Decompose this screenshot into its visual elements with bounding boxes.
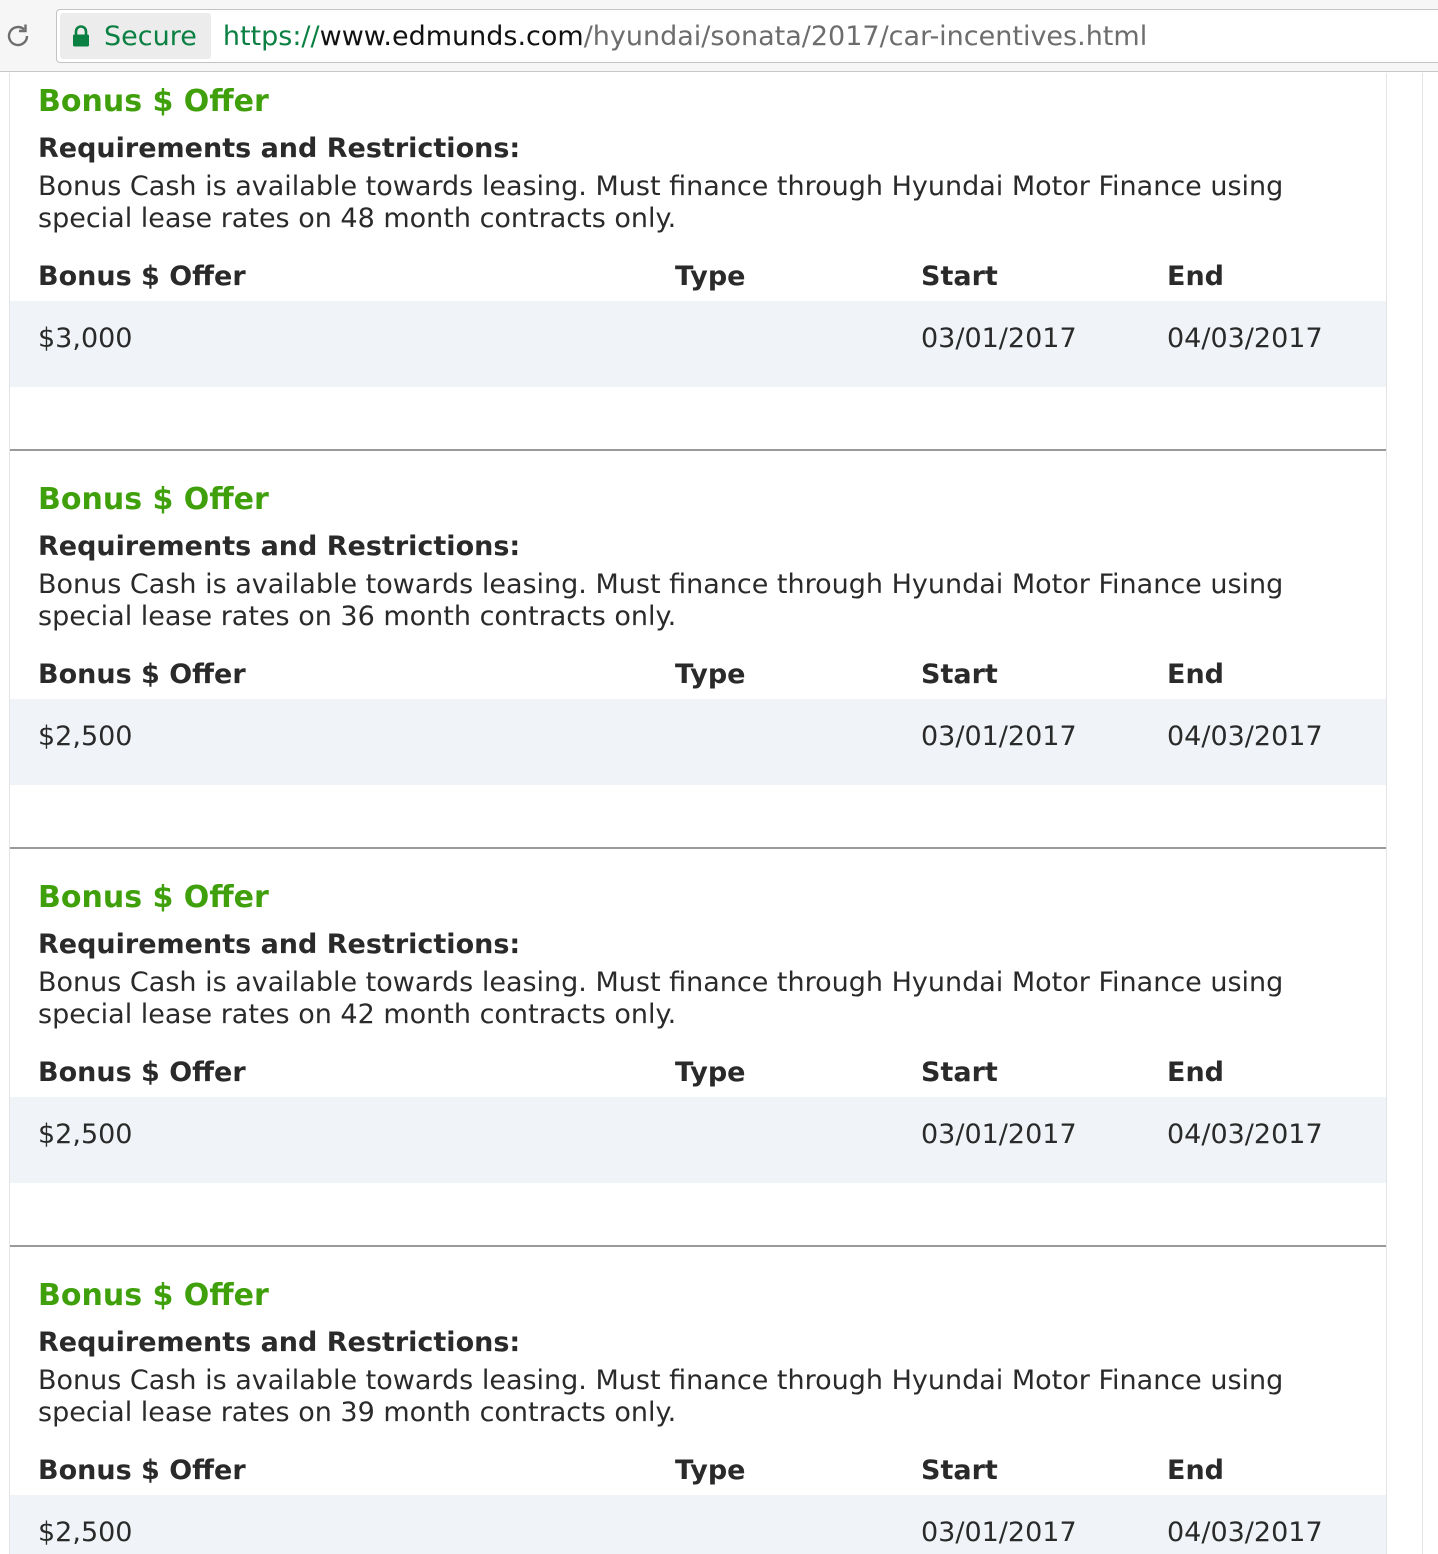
header-bonus-offer: Bonus $ Offer bbox=[38, 1455, 246, 1486]
requirements-text: Bonus Cash is available towards leasing. Must finance through Hyundai Motor Finance using special lease rates on 42 month contracts only. bbox=[38, 967, 1284, 1030]
requirements-label: Requirements and Restrictions: bbox=[38, 1327, 521, 1358]
secure-label: Secure bbox=[104, 20, 197, 52]
offer-end-date: 04/03/2017 bbox=[1167, 721, 1323, 752]
offer-card bbox=[10, 849, 1386, 1247]
reload-icon bbox=[3, 21, 33, 51]
offer-title: Bonus $ Offer bbox=[38, 482, 269, 517]
url-host: www.edmunds.com bbox=[319, 20, 584, 52]
offer-start-date: 03/01/2017 bbox=[921, 1119, 1077, 1150]
offer-end-date: 04/03/2017 bbox=[1167, 323, 1323, 354]
requirements-label: Requirements and Restrictions: bbox=[38, 531, 521, 562]
offer-amount: $3,000 bbox=[38, 323, 133, 354]
header-bonus-offer: Bonus $ Offer bbox=[38, 261, 246, 292]
incentives-list bbox=[9, 73, 1387, 1554]
header-start: Start bbox=[921, 261, 998, 292]
url-path: /hyundai/sonata/2017/car-incentives.html bbox=[583, 20, 1148, 52]
secure-indicator[interactable] bbox=[60, 13, 211, 59]
header-bonus-offer: Bonus $ Offer bbox=[38, 1057, 246, 1088]
offer-end-date: 04/03/2017 bbox=[1167, 1517, 1323, 1548]
page-viewport bbox=[0, 73, 1438, 1554]
address-bar[interactable] bbox=[56, 9, 1438, 63]
offer-title: Bonus $ Offer bbox=[38, 880, 269, 915]
requirements-label: Requirements and Restrictions: bbox=[38, 133, 521, 164]
header-bonus-offer: Bonus $ Offer bbox=[38, 659, 246, 690]
offer-amount: $2,500 bbox=[38, 1517, 133, 1548]
header-start: Start bbox=[921, 659, 998, 690]
url-text[interactable] bbox=[223, 21, 1147, 52]
header-type: Type bbox=[675, 659, 746, 690]
offer-table-header bbox=[10, 1443, 1386, 1495]
offer-title: Bonus $ Offer bbox=[38, 84, 269, 119]
header-type: Type bbox=[675, 1455, 746, 1486]
page-divider bbox=[1422, 73, 1423, 1554]
offer-title: Bonus $ Offer bbox=[38, 1278, 269, 1313]
requirements-label: Requirements and Restrictions: bbox=[38, 929, 521, 960]
requirements-text: Bonus Cash is available towards leasing. Must finance through Hyundai Motor Finance using special lease rates on 48 month contracts only. bbox=[38, 171, 1284, 234]
header-start: Start bbox=[921, 1057, 998, 1088]
header-end: End bbox=[1167, 659, 1224, 690]
offer-card bbox=[10, 451, 1386, 849]
requirements-text: Bonus Cash is available towards leasing. Must finance through Hyundai Motor Finance using special lease rates on 36 month contracts only. bbox=[38, 569, 1284, 632]
header-type: Type bbox=[675, 1057, 746, 1088]
table-row bbox=[10, 1097, 1386, 1183]
header-type: Type bbox=[675, 261, 746, 292]
requirements-text: Bonus Cash is available towards leasing. Must finance through Hyundai Motor Finance using special lease rates on 39 month contracts only. bbox=[38, 1365, 1284, 1428]
url-scheme: https:// bbox=[222, 20, 320, 52]
offer-start-date: 03/01/2017 bbox=[921, 323, 1077, 354]
offer-start-date: 03/01/2017 bbox=[921, 721, 1077, 752]
browser-toolbar bbox=[0, 0, 1438, 72]
offer-card bbox=[10, 73, 1386, 451]
offer-table-header bbox=[10, 249, 1386, 301]
offer-start-date: 03/01/2017 bbox=[921, 1517, 1077, 1548]
offer-end-date: 04/03/2017 bbox=[1167, 1119, 1323, 1150]
offer-amount: $2,500 bbox=[38, 721, 133, 752]
table-row bbox=[10, 301, 1386, 387]
offer-table-header bbox=[10, 647, 1386, 699]
offer-table-header bbox=[10, 1045, 1386, 1097]
offer-card bbox=[10, 1247, 1386, 1554]
header-start: Start bbox=[921, 1455, 998, 1486]
header-end: End bbox=[1167, 1057, 1224, 1088]
reload-button[interactable] bbox=[0, 18, 36, 54]
header-end: End bbox=[1167, 1455, 1224, 1486]
table-row bbox=[10, 699, 1386, 785]
lock-icon bbox=[72, 25, 90, 47]
header-end: End bbox=[1167, 261, 1224, 292]
offer-amount: $2,500 bbox=[38, 1119, 133, 1150]
table-row bbox=[10, 1495, 1386, 1554]
